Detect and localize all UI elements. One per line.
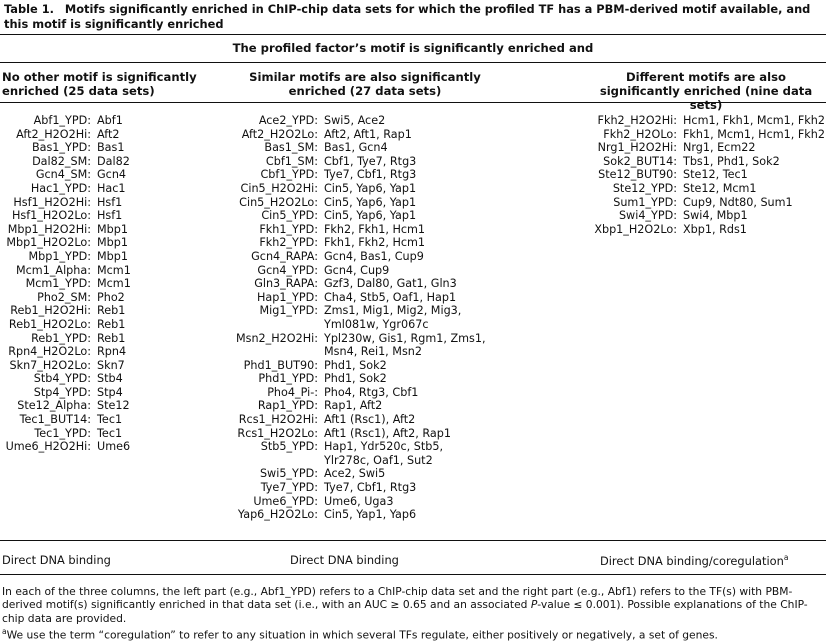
enriched-tf-list: Gzf3, Dal80, Gat1, Gln3 [324, 277, 457, 291]
chip-dataset-name: Gcn4_YPD: [257, 263, 318, 277]
enriched-tf-list: Tbs1, Phd1, Sok2 [683, 154, 780, 168]
table-row [218, 454, 486, 468]
enriched-tf-list: Reb1 [97, 304, 126, 318]
table-row [218, 332, 486, 346]
table-row [218, 359, 486, 373]
table-row [0, 345, 131, 359]
enriched-tf-list: Mbp1 [97, 236, 128, 250]
enriched-tf-list: Rap1, Aft2 [324, 399, 383, 413]
table-row [590, 223, 825, 237]
enriched-tf-list: Cin5, Yap6, Yap1 [324, 209, 417, 223]
enriched-tf-list: Phd1, Sok2 [324, 372, 387, 386]
enriched-tf-list: Pho2 [97, 290, 125, 304]
table-row [218, 209, 486, 223]
chip-dataset-name: Cbf1_YPD: [260, 168, 318, 182]
enriched-tf-list: Ace2, Swi5 [324, 467, 386, 481]
chip-dataset-name: Cin5_YPD: [261, 209, 318, 223]
table-row [0, 386, 131, 400]
enriched-tf-list: Swi5, Ace2 [324, 114, 386, 127]
table-row [218, 168, 486, 182]
explanation-no-other-motif: Direct DNA binding [2, 553, 111, 567]
table-row [218, 128, 486, 142]
table-row [218, 386, 486, 400]
chip-dataset-name: Cin5_H2O2Hi: [240, 181, 318, 195]
enriched-tf-list: Ylr278c, Oaf1, Sut2 [324, 453, 433, 467]
table-row [590, 196, 825, 210]
enriched-tf-list: Swi4, Mbp1 [683, 209, 748, 223]
enriched-tf-list: Hsf1 [97, 195, 123, 209]
chip-dataset-name: Fkh1_YPD: [259, 222, 318, 236]
chip-dataset-name: Ste12_Alpha: [17, 399, 91, 413]
enriched-tf-list: Reb1 [97, 331, 126, 345]
explanation-different-motifs [600, 553, 788, 568]
enriched-tf-list: Nrg1, Ecm22 [683, 141, 756, 155]
enriched-tf-list: Cup9, Ndt80, Sum1 [683, 195, 793, 209]
chip-dataset-name: Cbf1_SM: [265, 154, 318, 168]
table-row [590, 155, 825, 169]
enriched-tf-list: Ste12 [97, 399, 130, 413]
table-row [0, 128, 131, 142]
chip-dataset-name: Dal82_SM: [32, 154, 91, 168]
footnote-text: We use the term “coregulation” to refer to any situation in which several TFs regulate, either positively or negatively, a set of genes. [6, 628, 718, 642]
table-row [0, 332, 131, 346]
table-row [0, 304, 131, 318]
enriched-tf-list: Hsf1 [97, 209, 123, 223]
chip-dataset-name: Swi4_YPD: [618, 209, 677, 223]
column-no-other-motif [0, 114, 131, 454]
enriched-tf-list: Phd1, Sok2 [324, 358, 387, 372]
table-row [218, 467, 486, 481]
chip-dataset-name: Rcs1_H2O2Hi: [238, 413, 318, 427]
enriched-tf-list: Ste12, Tec1 [683, 168, 748, 182]
chip-dataset-name: Gcn4_SM: [35, 168, 91, 182]
chip-dataset-name: Rpn4_H2O2Lo: [8, 345, 91, 359]
enriched-tf-list: Stb4 [97, 372, 123, 386]
table-row [0, 250, 131, 264]
table-row [0, 264, 131, 278]
table-row [0, 155, 131, 169]
enriched-tf-list: Zms1, Mig1, Mig2, Mig3, [324, 304, 462, 318]
table-row [218, 413, 486, 427]
chip-dataset-name: Tec1_BUT14: [19, 413, 91, 427]
chip-dataset-name: Tye7_YPD: [260, 481, 318, 495]
table-bottom-rule [0, 574, 826, 575]
chip-dataset-name: Msn2_H2O2Hi: [235, 331, 318, 345]
chip-dataset-name [218, 454, 318, 468]
chip-dataset-name: Bas1_YPD: [31, 141, 91, 155]
enriched-tf-list: Tec1 [97, 426, 123, 440]
table-row [0, 440, 131, 454]
chip-dataset-name: Rap1_YPD: [257, 399, 318, 413]
table-row [218, 264, 486, 278]
enriched-tf-list: Xbp1, Rds1 [683, 222, 747, 236]
enriched-tf-list: Fkh1, Mcm1, Hcm1, Fkh2 [683, 127, 825, 141]
table-row [0, 114, 131, 128]
table-row [218, 495, 486, 509]
column-header-different-motifs: Different motifs are also significantly enriched (nine data sets) [599, 70, 813, 112]
column-header-rule [0, 102, 826, 103]
chip-dataset-name: Ume6_YPD: [253, 494, 318, 508]
chip-dataset-name: Swi5_YPD: [259, 467, 318, 481]
chip-dataset-name: Gln3_RAPA: [254, 277, 318, 291]
enriched-tf-list: Cha4, Stb5, Oaf1, Hap1 [324, 290, 457, 304]
enriched-tf-list: Reb1 [97, 317, 126, 331]
chip-dataset-name: Fkh2_YPD: [259, 236, 318, 250]
table-row [590, 182, 825, 196]
enriched-tf-list: Ypl230w, Gis1, Rgm1, Zms1, [324, 331, 486, 345]
chip-dataset-name [218, 318, 318, 332]
chip-dataset-name: Cin5_H2O2Lo: [239, 195, 318, 209]
chip-dataset-name: Xbp1_H2O2Lo: [594, 222, 677, 236]
table-row [218, 345, 486, 359]
table-row [0, 277, 131, 291]
table-row [218, 114, 486, 128]
chip-dataset-name: Skn7_H2O2Lo: [9, 358, 91, 372]
table-row [0, 291, 131, 305]
chip-dataset-name: Ste12_YPD: [612, 181, 677, 195]
chip-dataset-name: Stb4_YPD: [33, 372, 91, 386]
enriched-tf-list: Tye7, Cbf1, Rtg3 [324, 168, 417, 182]
data-bottom-rule [0, 540, 826, 541]
note-text-2: -value ≤ 0.001). Possible explanations of the ChIP-chip data are provided. [2, 598, 808, 625]
spanning-header: The profiled factor’s motif is significantly enriched and [232, 41, 594, 55]
explanation-text: Direct DNA binding/coregulation [600, 553, 784, 568]
enriched-tf-list: Bas1, Gcn4 [324, 141, 388, 155]
enriched-tf-list: Ste12, Mcm1 [683, 181, 757, 195]
chip-dataset-name: Fkh2_H2OLo: [603, 127, 677, 141]
chip-dataset-name: Reb1_H2O2Lo: [8, 317, 91, 331]
chip-dataset-name: Hsf1_H2O2Hi: [13, 195, 91, 209]
footnote-marker: a [783, 553, 789, 562]
top-rule [0, 34, 826, 35]
table-row [0, 182, 131, 196]
table-title: Motifs significantly enriched in ChIP-chip data sets for which the profiled TF has a PBM-derived motif available, and this motif is significantly enriched [4, 2, 811, 31]
enriched-tf-list: Bas1 [97, 141, 125, 155]
chip-dataset-name: Abf1_YPD: [33, 114, 91, 127]
table-footnote [2, 625, 824, 642]
table-row [0, 372, 131, 386]
chip-dataset-name [218, 345, 318, 359]
table-row [218, 372, 486, 386]
chip-dataset-name: Phd1_BUT90: [243, 358, 318, 372]
table-row [590, 114, 825, 128]
table-row [0, 236, 131, 250]
note-p-italic: P [530, 598, 538, 612]
enriched-tf-list: Gcn4, Cup9 [324, 263, 390, 277]
column-header-no-other-motif: No other motif is significantly enriched (25 data sets) [2, 70, 197, 98]
enriched-tf-list: Cin5, Yap1, Yap6 [324, 508, 417, 522]
enriched-tf-list: Cbf1, Tye7, Rtg3 [324, 154, 417, 168]
table-row [0, 141, 131, 155]
table-row [218, 141, 486, 155]
table-notes [2, 585, 824, 642]
table-caption [4, 2, 822, 32]
chip-dataset-name: Sok2_BUT14: [603, 154, 677, 168]
table-row [218, 291, 486, 305]
enriched-tf-list: Rpn4 [97, 345, 127, 359]
chip-dataset-name: Hsf1_H2O2Lo: [12, 209, 91, 223]
chip-dataset-name: Hac1_YPD: [30, 181, 91, 195]
column-different-motifs [590, 114, 825, 236]
chip-dataset-name: Bas1_SM: [264, 141, 318, 155]
enriched-tf-list: Yml081w, Ygr067c [324, 317, 429, 331]
chip-dataset-name: Mig1_YPD: [259, 304, 318, 318]
enriched-tf-list: Aft1 (Rsc1), Aft2, Rap1 [324, 426, 451, 440]
enriched-tf-list: Aft1 (Rsc1), Aft2 [324, 413, 416, 427]
table-label: Table 1. [4, 2, 54, 16]
enriched-tf-list: Fkh2, Fkh1, Hcm1 [324, 222, 426, 236]
enriched-tf-list: Hac1 [97, 181, 126, 195]
chip-dataset-name: Sum1_YPD: [613, 195, 677, 209]
table-row [0, 413, 131, 427]
note-text-1: In each of the three columns, the left part (e.g., Abf1_YPD) refers to a ChIP-chip data set and the right part (e.g., Abf1) refers to the TF(s) with PBM-derived motif(s) significantly enriched in that data set (i.e., with an AUC ≥ 0.65 and an associated [2, 585, 793, 612]
chip-dataset-name: Nrg1_H2O2Hi: [597, 141, 677, 155]
enriched-tf-list: Skn7 [97, 358, 125, 372]
table-row [590, 168, 825, 182]
enriched-tf-list: Gcn4, Bas1, Cup9 [324, 249, 424, 263]
table-row [218, 440, 486, 454]
chip-dataset-name: Yap6_H2O2Lo: [237, 508, 318, 522]
table-row [218, 236, 486, 250]
chip-dataset-name: Tec1_YPD: [34, 426, 91, 440]
chip-dataset-name: Mbp1_H2O2Lo: [6, 236, 91, 250]
enriched-tf-list: Stp4 [97, 385, 123, 399]
column-header-similar-motifs: Similar motifs are also significantly enriched (27 data sets) [249, 70, 481, 98]
table-row [218, 155, 486, 169]
chip-dataset-name: Mbp1_YPD: [28, 249, 91, 263]
chip-dataset-name: Ace2_YPD: [258, 114, 318, 127]
enriched-tf-list: Mbp1 [97, 249, 128, 263]
enriched-tf-list: Msn4, Rei1, Msn2 [324, 345, 422, 359]
explanation-similar-motifs: Direct DNA binding [290, 553, 399, 567]
table-row [0, 223, 131, 237]
table-row [218, 223, 486, 237]
enriched-tf-list: Ume6, Uga3 [324, 494, 394, 508]
chip-dataset-name: Mbp1_H2O2Hi: [7, 222, 91, 236]
enriched-tf-list: Ume6 [97, 440, 131, 454]
table-row [590, 141, 825, 155]
table-note [2, 585, 824, 625]
chip-dataset-name: Ume6_H2O2Hi: [5, 440, 91, 454]
enriched-tf-list: Pho4, Rtg3, Cbf1 [324, 385, 419, 399]
chip-dataset-name: Aft2_H2O2Hi: [16, 127, 91, 141]
table-row [218, 182, 486, 196]
chip-dataset-name: Hap1_YPD: [256, 290, 318, 304]
table-row [0, 427, 131, 441]
chip-dataset-name: Stp4_YPD: [33, 385, 91, 399]
table-row [590, 128, 825, 142]
enriched-tf-list: Cin5, Yap6, Yap1 [324, 195, 417, 209]
enriched-tf-list: Mbp1 [97, 222, 128, 236]
chip-dataset-name: Mcm1_YPD: [25, 277, 91, 291]
chip-dataset-name: Mcm1_Alpha: [16, 263, 91, 277]
enriched-tf-list: Cin5, Yap6, Yap1 [324, 181, 417, 195]
chip-dataset-name: Pho4_Pi-: [267, 385, 318, 399]
chip-dataset-name: Fkh2_H2O2Hi: [597, 114, 677, 127]
table-row [218, 481, 486, 495]
table-row [0, 359, 131, 373]
enriched-tf-list: Dal82 [97, 154, 130, 168]
table-row [0, 196, 131, 210]
enriched-tf-list: Mcm1 [97, 277, 131, 291]
enriched-tf-list: Abf1 [97, 114, 123, 127]
enriched-tf-list: Aft2 [97, 127, 120, 141]
table-row [218, 304, 486, 318]
chip-dataset-name: Aft2_H2O2Lo: [241, 127, 318, 141]
chip-dataset-name: Pho2_SM: [37, 290, 91, 304]
chip-dataset-name: Phd1_YPD: [258, 372, 318, 386]
table-row [218, 318, 486, 332]
footnote-mark: a [2, 627, 7, 637]
chip-dataset-name: Gcn4_RAPA: [251, 249, 318, 263]
table-row [218, 427, 486, 441]
column-similar-motifs [218, 114, 486, 522]
enriched-tf-list: Hcm1, Fkh1, Mcm1, Fkh2 [683, 114, 825, 127]
spanning-header-rule [0, 62, 826, 63]
enriched-tf-list: Tec1 [97, 413, 123, 427]
chip-dataset-name: Ste12_BUT90: [598, 168, 677, 182]
enriched-tf-list: Tye7, Cbf1, Rtg3 [324, 481, 417, 495]
enriched-tf-list: Fkh1, Fkh2, Hcm1 [324, 236, 426, 250]
enriched-tf-list: Aft2, Aft1, Rap1 [324, 127, 412, 141]
chip-dataset-name: Reb1_H2O2Hi: [10, 304, 91, 318]
table-row [218, 399, 486, 413]
enriched-tf-list: Gcn4 [97, 168, 127, 182]
table-row [0, 318, 131, 332]
table-row [0, 209, 131, 223]
table-row [218, 196, 486, 210]
table-row [0, 399, 131, 413]
table-row [0, 168, 131, 182]
chip-dataset-name: Stb5_YPD: [260, 440, 318, 454]
table-row [590, 209, 825, 223]
table-row [218, 508, 486, 522]
enriched-tf-list: Mcm1 [97, 263, 131, 277]
table-row [218, 250, 486, 264]
table-row [218, 277, 486, 291]
enriched-tf-list: Hap1, Ydr520c, Stb5, [324, 440, 444, 454]
chip-dataset-name: Rcs1_H2O2Lo: [237, 426, 318, 440]
chip-dataset-name: Reb1_YPD: [31, 331, 91, 345]
